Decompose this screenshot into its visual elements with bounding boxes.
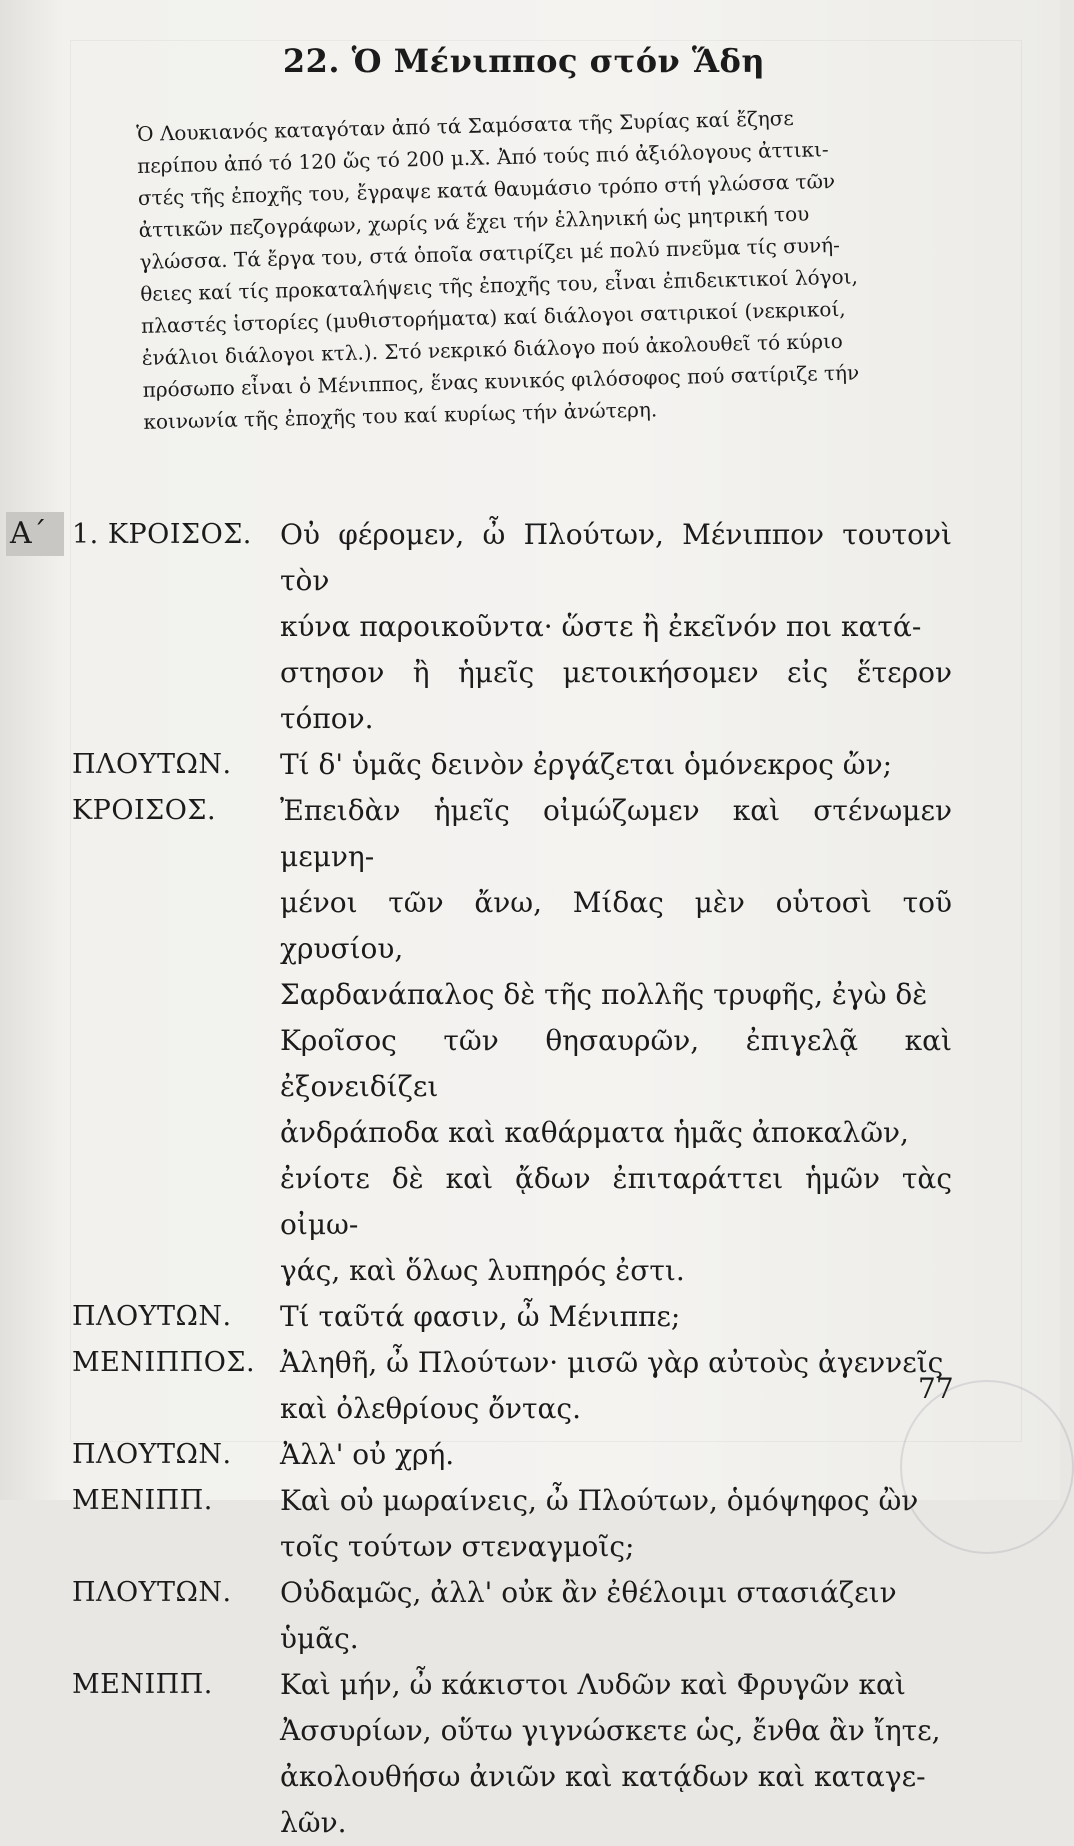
speech-line: Κροῖσος τῶν θησαυρῶν, ἐπιγελᾷ καὶ ἐξονειδίζει — [280, 1024, 952, 1103]
speech-line: Τί δ' ὑμᾶς δεινὸν ἐργάζεται ὁμόνεκρος ὤν; — [280, 748, 893, 781]
intro-line: περίπου ἀπό τό 120 ὥς τό 200 μ.Χ. Ἀπό τούς πιό ἀξιόλογους ἀττικι- — [136, 137, 829, 178]
dialogue-turn — [72, 1340, 952, 1432]
speech-text — [280, 1294, 952, 1340]
speaker-label: 1. ΚΡΟΙΣΟΣ. — [72, 519, 252, 550]
dialogue-turn — [72, 1570, 952, 1662]
intro-line: κοινωνία τῆς ἐποχῆς του καί κυρίως τήν ἀνώτερη. — [143, 397, 658, 434]
speaker-label: ΜΕΝΙΠΠ. — [72, 1669, 213, 1700]
intro-line: ἐνάλιοι διάλογοι κτλ.). Στό νεκρικό διάλογο πού ἀκολουθεῖ τό κύριο — [141, 328, 844, 370]
speech-line: κύνα παροικοῦντα· ὥστε ἢ ἐκεῖνόν ποι κατά- — [280, 610, 922, 643]
intro-line: ἀττικῶν πεζογράφων, χωρίς νά ἔχει τήν ἑλληνική ὡς μητρική του — [138, 201, 810, 242]
page-title: 22. Ὁ Μένιππος στόν Ἅδη — [282, 42, 766, 80]
section-marker: Α΄ — [6, 512, 64, 556]
speech-text — [280, 1570, 952, 1662]
speech-line: Ἀλλ' οὐ χρή. — [280, 1438, 455, 1471]
speech-line: Ἀληθῆ, ὦ Πλούτων· μισῶ γὰρ αὐτοὺς ἀγεννεῖς — [280, 1346, 944, 1379]
dialogue-turn — [72, 1432, 952, 1478]
dialogue — [72, 512, 952, 1846]
dialogue-turn — [72, 512, 952, 742]
speaker-label: ΠΛΟΥΤΩΝ. — [72, 1577, 232, 1608]
speaker-label: ΜΕΝΙΠΠ. — [72, 1485, 213, 1516]
speech-text — [280, 1340, 952, 1432]
intro-line: πλαστές ἱστορίες (μυθιστορήματα) καί διάλογοι σατιρικοί (νεκρικοί, — [140, 296, 846, 338]
speech-text — [280, 1478, 952, 1570]
speech-line: Καὶ μήν, ὦ κάκιστοι Λυδῶν καὶ Φρυγῶν καὶ — [280, 1668, 906, 1701]
speech-text — [280, 742, 952, 788]
speech-line: Τί ταῦτά φασιν, ὦ Μένιππε; — [280, 1300, 681, 1333]
speech-line: Σαρδανάπαλος δὲ τῆς πολλῆς τρυφῆς, ἐγὼ δὲ — [280, 978, 928, 1011]
intro-paragraph — [136, 98, 944, 437]
speaker-label: ΜΕΝΙΠΠΟΣ. — [72, 1347, 256, 1378]
speech-line: λῶν. — [280, 1806, 347, 1839]
intro-line: Ὁ Λουκιανός καταγόταν ἀπό τά Σαμόσατα τῆς Συρίας καί ἔζησε — [136, 105, 795, 146]
speech-line: ἀνδράποδα καὶ καθάρματα ἡμᾶς ἀποκαλῶν, — [280, 1116, 909, 1149]
intro-line: στές τῆς ἐποχῆς του, ἔγραψε κατά θαυμάσιο τρόπο στή γλώσσα τῶν — [137, 168, 836, 210]
speech-line: ἀκολουθήσω ἀνιῶν καὶ κατᾴδων καὶ καταγε- — [280, 1760, 926, 1793]
speech-line: καὶ ὀλεθρίους ὄντας. — [280, 1392, 582, 1425]
speaker-label: ΠΛΟΥΤΩΝ. — [72, 749, 232, 780]
speech-line: ἐνίοτε δὲ καὶ ᾄδων ἐπιταράττει ἡμῶν τὰς οἰμω- — [280, 1162, 952, 1241]
dialogue-turn — [72, 1478, 952, 1570]
dialogue-turn — [72, 1294, 952, 1340]
intro-line: πρόσωπο εἶναι ὁ Μένιππος, ἕνας κυνικός φιλόσοφος πού σατίριζε τήν — [142, 360, 860, 402]
dialogue-turn — [72, 1662, 952, 1846]
speech-line: τοῖς τούτων στεναγμοῖς; — [280, 1530, 635, 1563]
speech-line: γάς, καὶ ὅλως λυπηρός ἐστι. — [280, 1254, 685, 1287]
library-stamp-icon — [900, 1380, 1074, 1554]
speech-text — [280, 788, 952, 1294]
dialogue-turn — [72, 788, 952, 1294]
speaker-label: ΠΛΟΥΤΩΝ. — [72, 1301, 232, 1332]
speech-line: στησον ἢ ἡμεῖς μετοικήσομεν εἰς ἕτερον τόπον. — [280, 656, 952, 735]
speech-line: Οὐδαμῶς, ἀλλ' οὐκ ἂν ἐθέλοιμι στασιάζειν — [280, 1576, 897, 1609]
speech-line: μένοι τῶν ἄνω, Μίδας μὲν οὑτοσὶ τοῦ χρυσίου, — [280, 886, 952, 965]
intro-line: θειες καί τίς προκαταλήψεις τῆς ἐποχῆς του, εἶναι ἐπιδεικτικοί λόγοι, — [140, 264, 859, 306]
speech-line: Καὶ οὐ μωραίνεις, ὦ Πλούτων, ὁμόψηφος ὢν — [280, 1484, 919, 1517]
speech-text — [280, 1662, 952, 1846]
speech-line: Ἐπειδὰν ἡμεῖς οἰμώζωμεν καὶ στένωμεν μεμνη- — [280, 794, 952, 873]
speaker-label: ΚΡΟΙΣΟΣ. — [72, 795, 217, 826]
speech-line: Ἀσσυρίων, οὕτω γιγνώσκετε ὡς, ἔνθα ἂν ἴητε, — [280, 1714, 941, 1747]
speech-line: Οὐ φέρομεν, ὦ Πλούτων, Μένιππον τουτονὶ τὸν — [280, 518, 952, 597]
page-number: 77 — [918, 1372, 954, 1405]
dialogue-turn — [72, 742, 952, 788]
speech-text — [280, 1432, 952, 1478]
intro-line: γλώσσα. Τά ἔργα του, στά ὁποῖα σατιρίζει μέ πολύ πνεῦμα τίς συνή- — [139, 232, 841, 274]
speech-line: ὑμᾶς. — [280, 1622, 359, 1655]
speaker-label: ΠΛΟΥΤΩΝ. — [72, 1439, 232, 1470]
speech-text — [280, 512, 952, 742]
